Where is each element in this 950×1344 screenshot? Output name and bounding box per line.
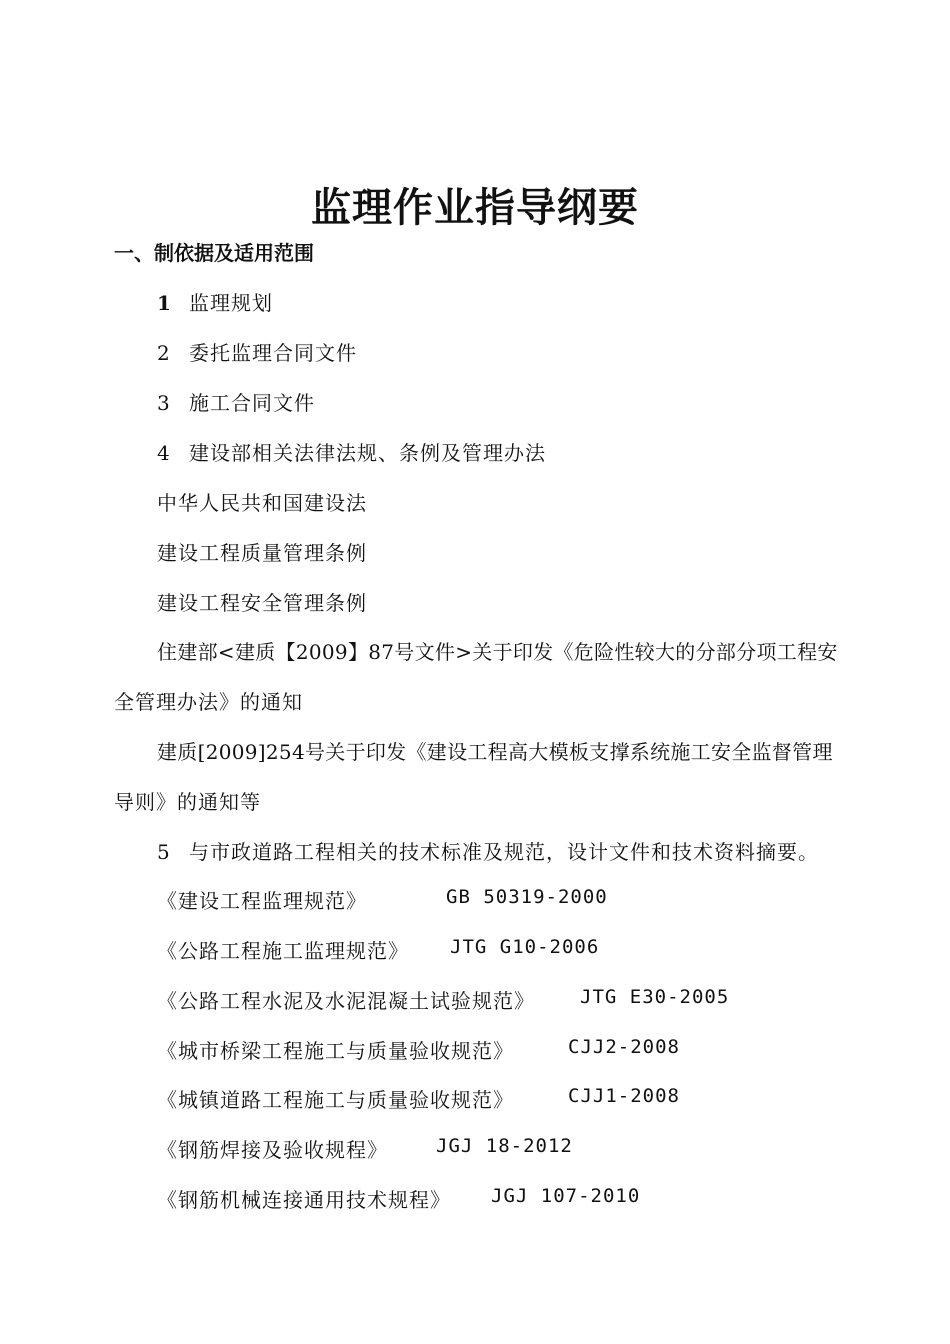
standard-code: GB 50319-2000 bbox=[446, 886, 608, 908]
standard-code: JTG G10-2006 bbox=[450, 936, 600, 958]
list-item bbox=[157, 387, 315, 416]
notice-line: 住建部<建质【2009】87号文件>关于印发《危险性较大的分部分项工程安 bbox=[157, 640, 838, 664]
standard-name: 《城市桥梁工程施工与质量验收规范》 bbox=[157, 1039, 514, 1063]
standard-name: 《钢筋焊接及验收规程》 bbox=[157, 1138, 388, 1162]
section-heading: 一、制依据及适用范围 bbox=[114, 241, 314, 265]
item-number: 1 bbox=[157, 291, 172, 315]
standard-name: 《钢筋机械连接通用技术规程》 bbox=[157, 1188, 451, 1212]
item-number: 3 bbox=[157, 391, 171, 415]
standard-name: 《城镇道路工程施工与质量验收规范》 bbox=[157, 1088, 514, 1112]
list-item bbox=[157, 836, 819, 865]
notice-line: 导则》的通知等 bbox=[114, 790, 261, 814]
item-number: 2 bbox=[157, 341, 171, 365]
standard-code: JGJ 107-2010 bbox=[491, 1185, 641, 1207]
standard-name: 《建设工程监理规范》 bbox=[157, 889, 367, 913]
item-number: 4 bbox=[157, 441, 171, 465]
list-item bbox=[157, 437, 546, 466]
item-text: 建设部相关法律法规、条例及管理办法 bbox=[189, 441, 546, 465]
notice-line: 全管理办法》的通知 bbox=[114, 690, 303, 714]
list-item bbox=[157, 287, 273, 316]
notice-line: 建质[2009]254号关于印发《建设工程高大模板支撑系统施工安全监督管理 bbox=[157, 740, 833, 764]
standard-name: 《公路工程施工监理规范》 bbox=[157, 939, 409, 963]
item-text: 施工合同文件 bbox=[189, 391, 315, 415]
list-item bbox=[157, 337, 357, 366]
standard-name: 《公路工程水泥及水泥混凝土试验规范》 bbox=[157, 989, 535, 1013]
document-title: 监理作业指导纲要 bbox=[311, 185, 639, 231]
law-line: 中华人民共和国建设法 bbox=[157, 491, 367, 515]
item-number: 5 bbox=[157, 840, 171, 864]
item-text: 委托监理合同文件 bbox=[189, 341, 357, 365]
standard-code: JTG E30-2005 bbox=[580, 986, 730, 1008]
law-line: 建设工程质量管理条例 bbox=[157, 541, 367, 565]
law-line: 建设工程安全管理条例 bbox=[157, 591, 367, 615]
item-text: 与市政道路工程相关的技术标准及规范，设计文件和技术资料摘要。 bbox=[189, 840, 819, 864]
standard-code: CJJ2-2008 bbox=[568, 1036, 680, 1058]
standard-code: JGJ 18-2012 bbox=[436, 1135, 573, 1157]
standard-code: CJJ1-2008 bbox=[568, 1085, 680, 1107]
item-text: 监理规划 bbox=[189, 291, 273, 315]
